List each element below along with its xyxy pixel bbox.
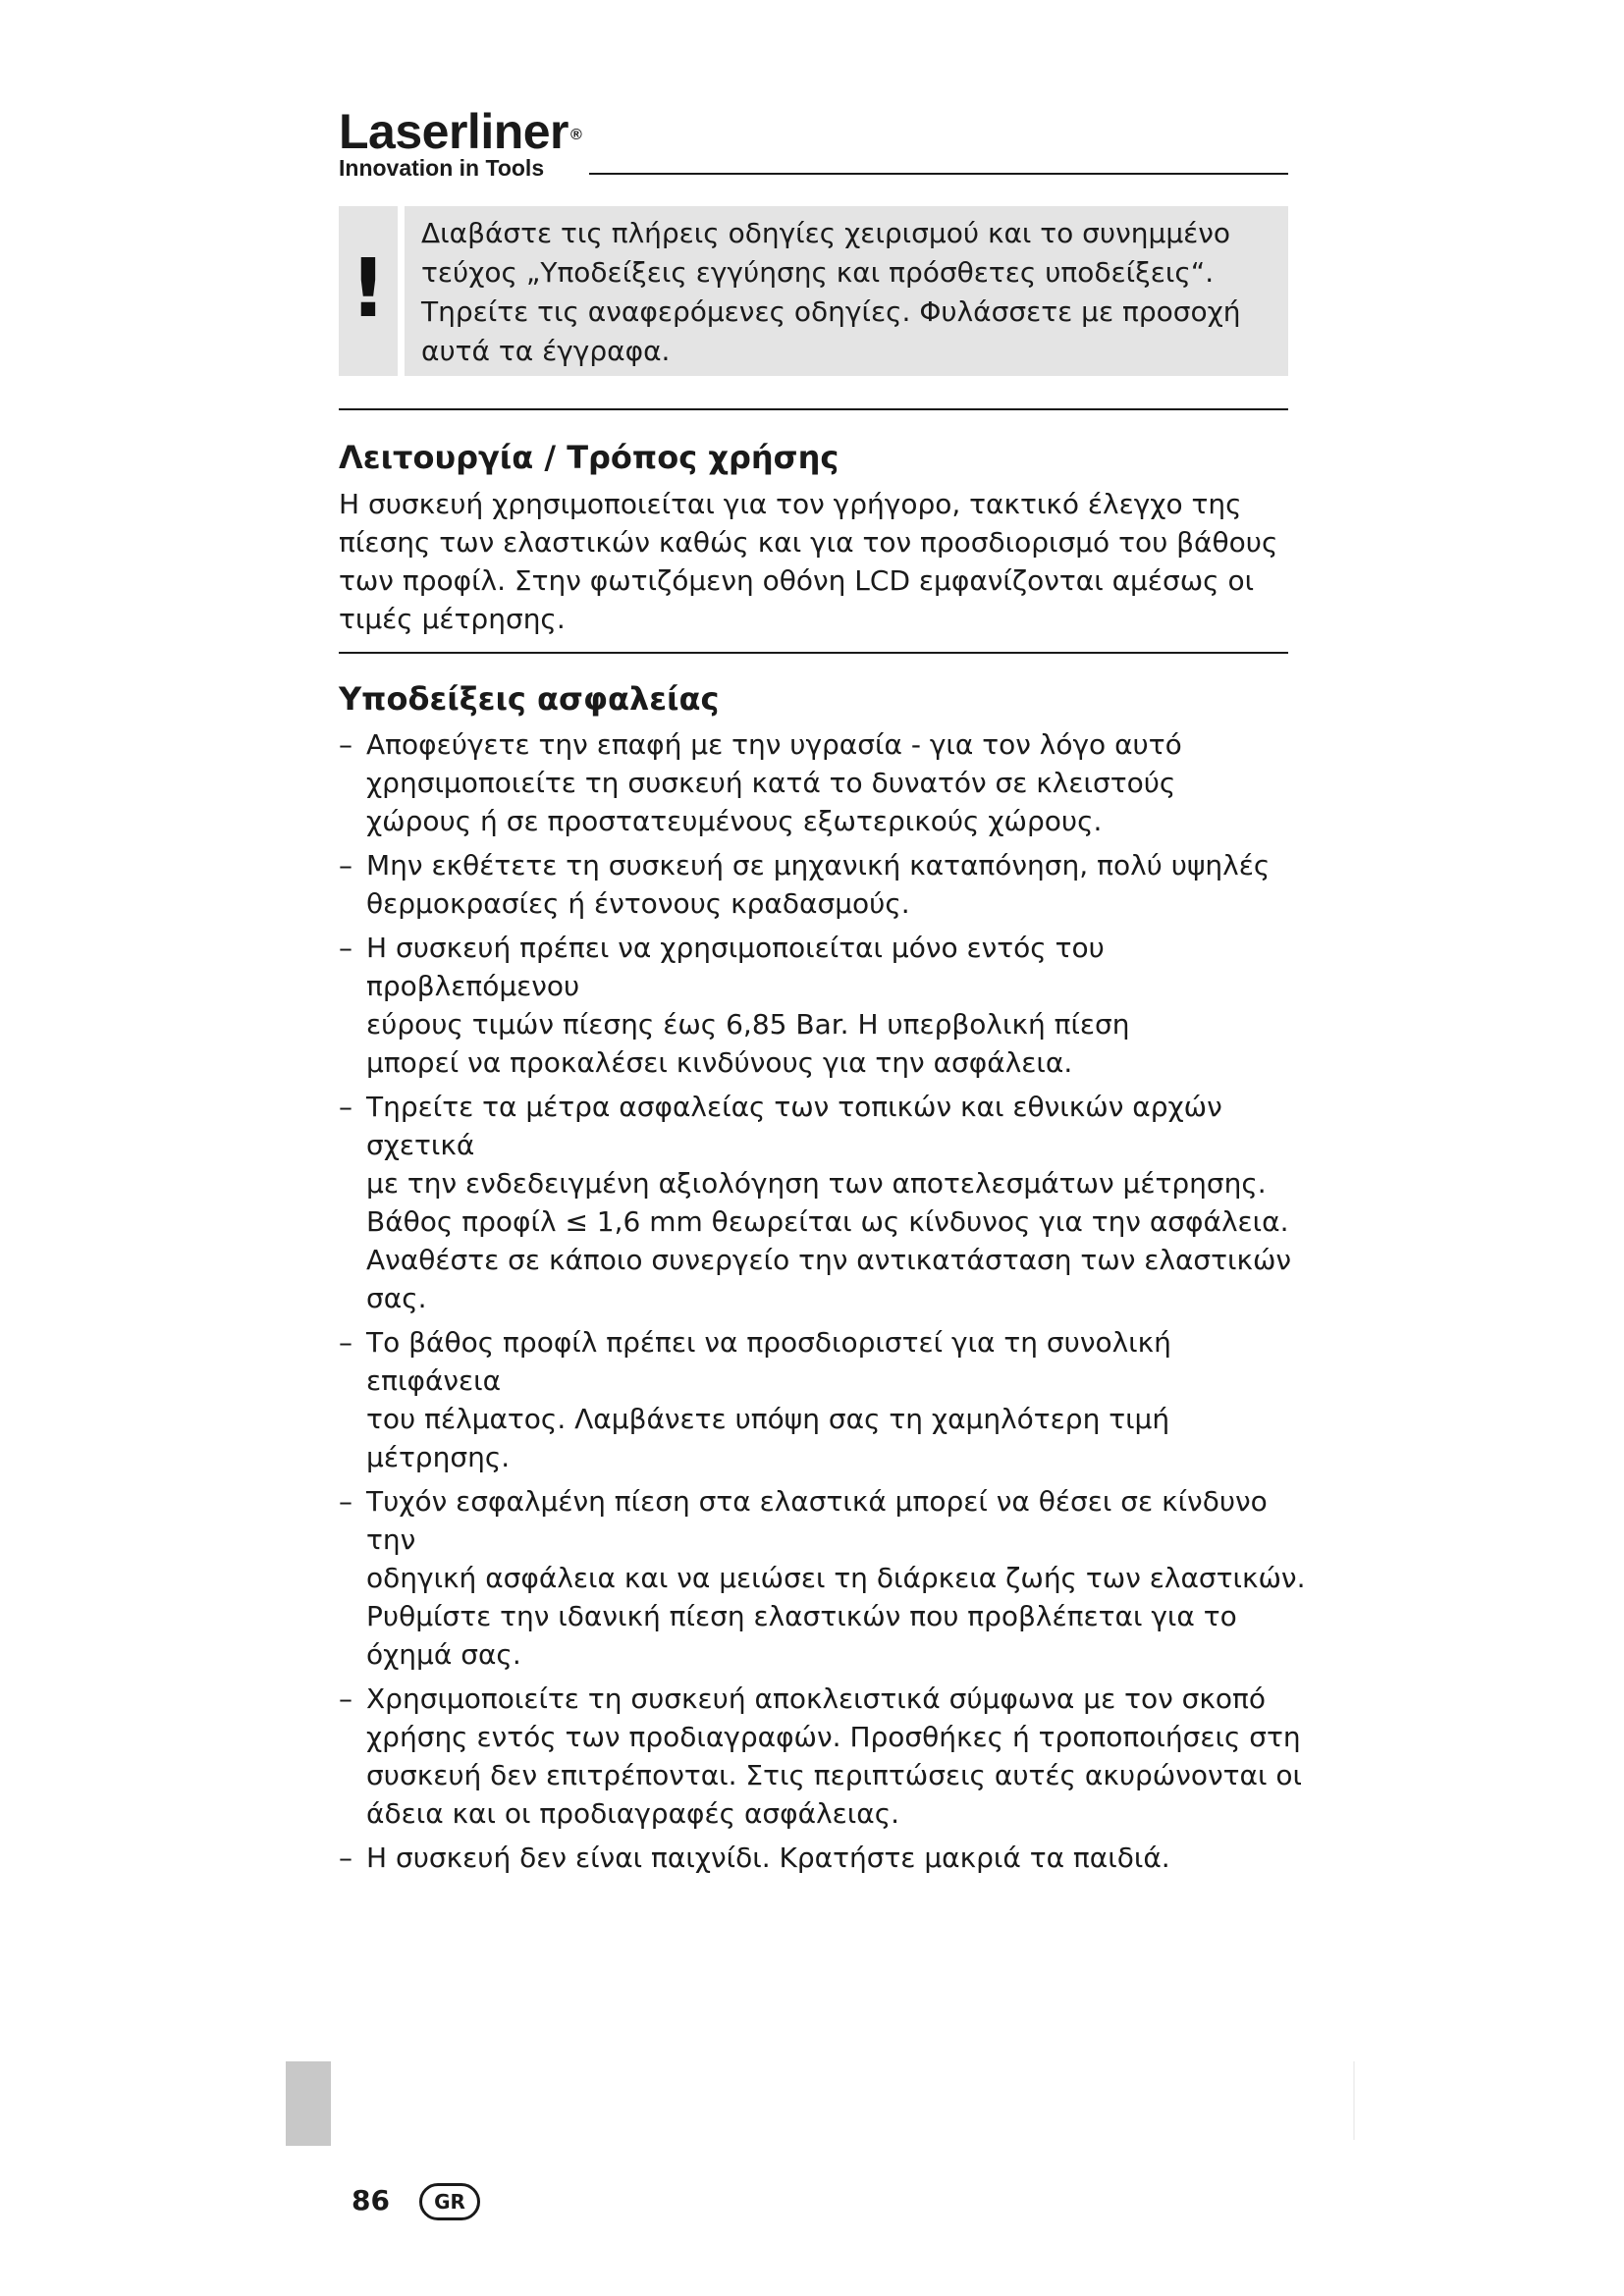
section-divider [339,408,1288,410]
safety-item [339,1839,1311,1877]
brand-logo [339,106,581,181]
safety-item-text: Το βάθος προφίλ πρέπει να προσδιοριστεί για τη συνολική επιφάνεια του πέλματος. Λαμβάνετε υπόψη σας τη χαμηλότερη τιμή μέτρησης. [366,1326,1171,1473]
bullet-dash: – [339,849,352,881]
section-divider [339,652,1288,654]
safety-item-text: Η συσκευή πρέπει να χρησιμοποιείται μόνο εντός του προβλεπόμενου εύρους τιμών πίεσης έως 6,85 Bar. Η υπερβολική πίεση μπορεί να προκαλέσει κινδύνους για την ασφάλεια. [366,932,1130,1079]
bullet-dash: – [339,1842,352,1874]
language-badge: GR [419,2183,480,2220]
safety-heading: Υποδείξεις ασφαλείας [339,680,720,718]
function-heading: Λειτουργία / Τρόπος χρήσης [339,439,839,476]
safety-list [339,725,1311,1883]
safety-item [339,846,1311,923]
notice-box [339,206,1288,376]
safety-item [339,1680,1311,1833]
bullet-dash: – [339,1682,352,1715]
header-rule [589,173,1288,175]
safety-item-text: Μην εκθέτετε τη συσκευή σε μηχανική καταπόνηση, πολύ υψηλές θερμοκρασίες ή έντονους κραδασμούς. [366,849,1271,920]
safety-item [339,929,1311,1082]
safety-item [339,1088,1311,1317]
safety-item [339,1323,1311,1476]
safety-item-text: Η συσκευή δεν είναι παιχνίδι. Κρατήστε μακριά τα παιδιά. [366,1842,1170,1874]
bullet-dash: – [339,1485,352,1518]
brand-name: Laserliner ® [339,104,582,159]
page-edge-tab [286,2061,331,2146]
safety-item [339,1482,1311,1674]
notice-text: Διαβάστε τις πλήρεις οδηγίες χειρισμού και το συνημμένο τεύχος „Υποδείξεις εγγύησης και πρόσθετες υποδείξεις“. Τηρείτε τις αναφερόμενες οδηγίες. Φυλάσσετε με προσοχή αυτά τα έγγραφα. [421,217,1241,367]
bullet-dash: – [339,1326,352,1359]
page-edge-line [1353,2061,1355,2140]
bullet-dash: – [339,932,352,964]
safety-item-text: Τυχόν εσφαλμένη πίεση στα ελαστικά μπορεί να θέσει σε κίνδυνο την οδηγική ασφάλεια και να μειώσει τη διάρκεια ζωής των ελαστικών. Ρυθμίστε την ιδανική πίεση ελαστικών που προβλέπεται για το όχημά σας. [366,1485,1306,1671]
safety-item-text: Χρησιμοποιείτε τη συσκευή αποκλειστικά σύμφωνα με τον σκοπό χρήσης εντός των προδιαγραφών. Προσθήκες ή τροποποιήσεις στη συσκευή δεν επιτρέπονται. Στις περιπτώσεις αυτές ακυρώνονται οι άδεια και οι προδιαγραφές ασφάλειας. [366,1682,1302,1830]
safety-item-text: Τηρείτε τα μέτρα ασφαλείας των τοπικών και εθνικών αρχών σχετικά με την ενδεδειγμένη αξιολόγηση των αποτελεσμάτων μέτρησης. Βάθος προφίλ ≤ 1,6 mm θεωρείται ως κίνδυνος για την ασφάλεια. Αναθέστε σε κάποιο συνεργείο την αντικατάσταση των ελαστικών σας. [366,1091,1292,1314]
page-number: 86 [352,2184,390,2216]
bullet-dash: – [339,1091,352,1123]
bullet-dash: – [339,728,352,761]
registered-mark: ® [570,127,582,143]
brand-tagline: Innovation in Tools [339,155,545,181]
warning-icon: ! [339,206,398,376]
function-text: Η συσκευή χρησιμοποιείται για τον γρήγορο, τακτικό έλεγχο της πίεσης των ελαστικών καθώς και για τον προσδιορισμό του βάθους των προφίλ. Στην φωτιζόμενη οθόνη LCD εμφανίζονται αμέσως οι τιμές μέτρησης. [339,488,1278,635]
safety-item [339,725,1311,840]
safety-item-text: Αποφεύγετε την επαφή με την υγρασία - για τον λόγο αυτό χρησιμοποιείτε τη συσκευή κατά το δυνατόν σε κλειστούς χώρους ή σε προστατευμένους εξωτερικούς χώρους. [366,728,1182,837]
